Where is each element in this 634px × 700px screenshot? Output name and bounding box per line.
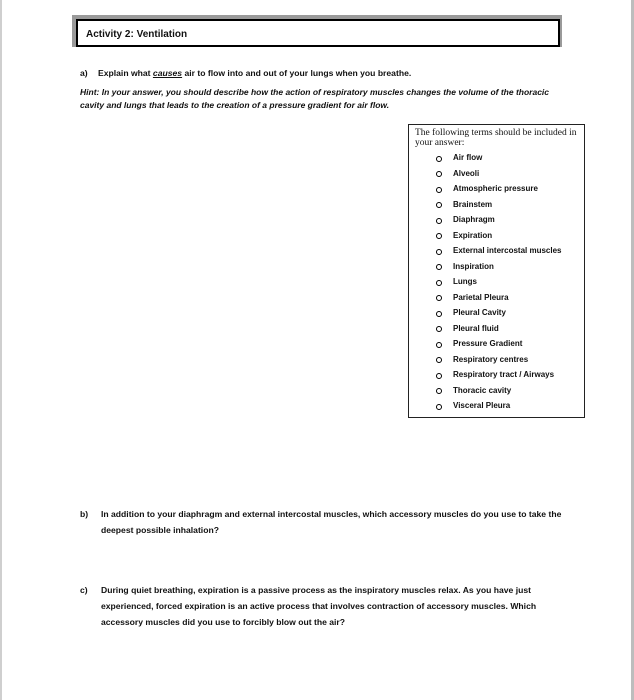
question-b-letter: b) [80, 509, 89, 519]
term-item [415, 321, 578, 337]
question-c-text: During quiet breathing, expiration is a passive process as the inspiratory muscles relax. As you have just experienced, forced expiration is an active process that involves contraction of accessory muscles. Which accessory muscles did you use to forcibly blow out the air? [101, 585, 537, 627]
term-item [415, 150, 578, 166]
page-edge-left [0, 0, 2, 700]
question-a-letter: a) [80, 68, 88, 78]
bullet-icon [436, 280, 442, 286]
bullet-icon [436, 156, 442, 162]
term-label: Diaphragm [453, 215, 495, 224]
term-label: Parietal Pleura [453, 292, 509, 302]
term-label: Thoracic cavity [453, 385, 512, 395]
term-item [415, 243, 578, 259]
bullet-icon [436, 388, 442, 394]
term-item [415, 228, 578, 244]
bullet-icon [436, 249, 442, 255]
term-label: Respiratory centres [453, 354, 529, 364]
bullet-icon [436, 404, 442, 410]
term-label: Respiratory tract / Airways [453, 370, 555, 379]
question-b [80, 506, 570, 538]
term-item [415, 166, 578, 182]
term-item [415, 274, 578, 290]
bullet-icon [436, 202, 442, 208]
term-label: Visceral Pleura [453, 401, 511, 410]
term-label: Pressure Gradient [453, 339, 523, 348]
term-item [415, 383, 578, 399]
bullet-icon [436, 342, 442, 348]
hint-text-start: Hint: In your answer, you should describe how the action of respiratory muscles changes the volume of the thoracic cavity and lungs that leads to the creation of a [80, 87, 550, 110]
bullet-icon [436, 373, 442, 379]
term-label: Alveoli [453, 168, 480, 178]
term-item [415, 352, 578, 368]
term-label: Air flow [453, 153, 483, 162]
bullet-icon [436, 357, 442, 363]
hint-text-end: for air flow. [341, 99, 390, 110]
activity-title: Activity 2: Ventilation [76, 19, 560, 47]
term-label: Pleural Cavity [453, 308, 506, 317]
term-item [415, 305, 578, 321]
question-a-text-end: air to flow into and out of your lungs when you breathe. [182, 68, 412, 78]
terms-list [415, 150, 578, 414]
term-item [415, 290, 578, 306]
term-item [415, 336, 578, 352]
term-label: External intercostal muscles [453, 246, 562, 255]
bullet-icon [436, 311, 442, 317]
question-c-letter: c) [80, 585, 88, 595]
term-item [415, 212, 578, 228]
question-a-emphasis: causes [152, 68, 183, 78]
terms-intro: The following terms should be included in your answer: [415, 128, 577, 148]
term-item [415, 367, 578, 383]
terms-box [408, 124, 585, 418]
hint-emphasis: pressure gradient [269, 99, 342, 110]
bullet-icon [436, 295, 442, 301]
question-b-text: In addition to your diaphragm and external intercostal muscles, which accessory muscles do you use to take the deepest possible inhalation? [101, 509, 562, 535]
bullet-icon [436, 326, 442, 332]
bullet-icon [436, 187, 442, 193]
bullet-icon [436, 264, 442, 270]
question-a [80, 68, 411, 78]
bullet-icon [436, 233, 442, 239]
question-a-text-start: Explain what [98, 68, 153, 78]
term-item [415, 259, 578, 275]
term-item [415, 197, 578, 213]
term-label: Pleural fluid [453, 323, 499, 333]
term-item [415, 181, 578, 197]
term-label: Lungs [453, 277, 477, 286]
hint-text [80, 86, 560, 111]
term-label: Brainstem [453, 199, 493, 209]
bullet-icon [436, 171, 442, 177]
term-label: Atmospheric pressure [453, 184, 538, 193]
term-label: Expiration [453, 230, 493, 240]
bullet-icon [436, 218, 442, 224]
term-item [415, 398, 578, 414]
term-label: Inspiration [453, 261, 494, 271]
question-c [80, 582, 570, 630]
